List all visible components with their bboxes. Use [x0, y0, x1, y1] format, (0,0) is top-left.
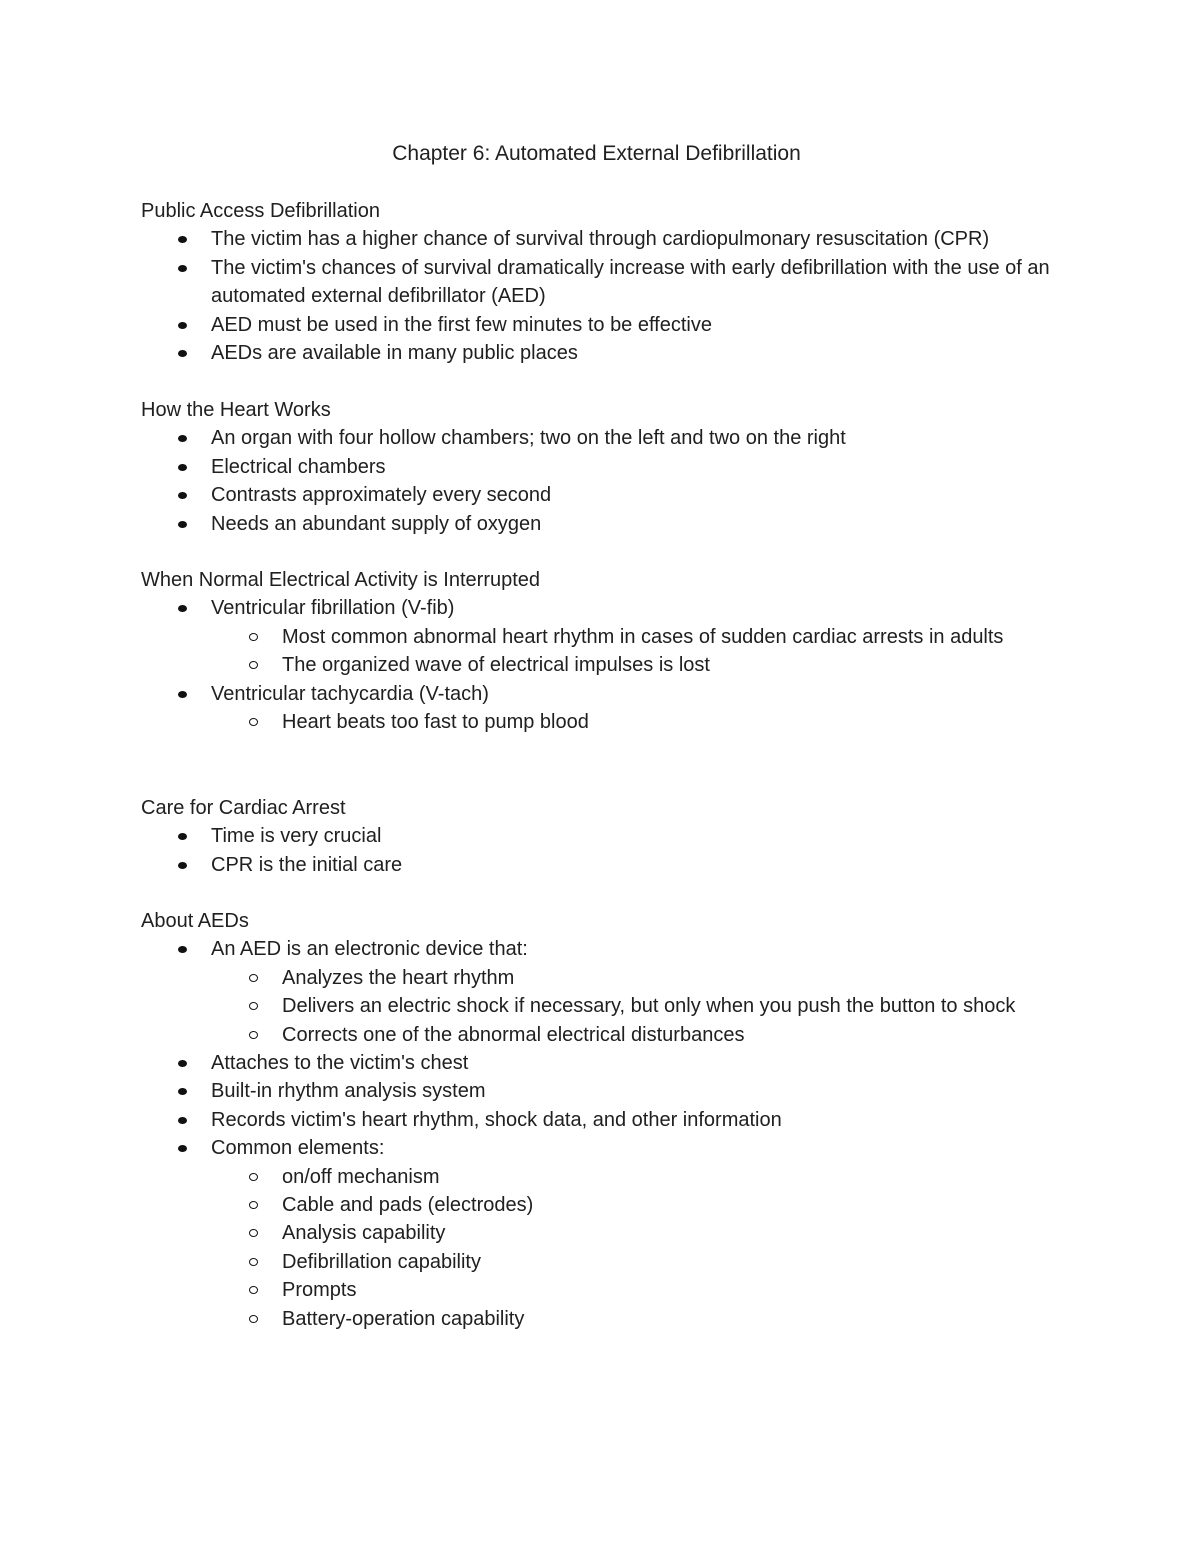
bullet-list	[141, 594, 1061, 736]
list-item: Electrical chambers	[141, 453, 1061, 481]
list-item: CPR is the initial care	[141, 851, 1061, 879]
sub-list-item: Cable and pads (electrodes)	[211, 1191, 1061, 1219]
sub-bullet-list	[281, 1163, 1061, 1333]
sub-list-item: Corrects one of the abnormal electrical disturbances	[211, 1021, 1061, 1049]
sub-list-item: Most common abnormal heart rhythm in cases of sudden cardiac arrests in adults	[211, 623, 1022, 651]
list-item: Built-in rhythm analysis system	[141, 1077, 1061, 1105]
sub-bullet-list	[281, 623, 1061, 680]
list-item: Ventricular fibrillation (V-fib) Most common abnormal heart rhythm in cases of sudden cardiac arrests in adults The organized wave of electrical impulses is lost	[141, 594, 1061, 679]
bullet-list	[141, 225, 1061, 367]
sub-list-item: Prompts	[211, 1276, 1061, 1304]
list-item: The victim's chances of survival dramatically increase with early defibrillation with the use of an automated external defibrillator (AED)	[141, 254, 1091, 311]
section-heading: When Normal Electrical Activity is Interrupted	[141, 569, 541, 591]
sub-bullet-list	[281, 708, 1061, 736]
list-item: Needs an abundant supply of oxygen	[141, 510, 1061, 538]
section-heading: How the Heart Works	[141, 399, 331, 421]
list-item: An organ with four hollow chambers; two on the left and two on the right	[141, 424, 1061, 452]
section-about-aeds	[141, 907, 1061, 1333]
sub-list-item: on/off mechanism	[211, 1163, 1061, 1191]
section-public-access-defibrillation	[141, 197, 1061, 367]
list-item: Ventricular tachycardia (V-tach) Heart beats too fast to pump blood	[141, 680, 1061, 737]
sub-list-item: Delivers an electric shock if necessary, but only when you push the button to shock	[211, 992, 1042, 1020]
sub-list-item: Defibrillation capability	[211, 1248, 1061, 1276]
sub-list-item: Analyzes the heart rhythm	[211, 964, 1061, 992]
sub-list-item: The organized wave of electrical impulses is lost	[211, 651, 1061, 679]
list-item: Attaches to the victim's chest	[141, 1049, 1061, 1077]
section-normal-electrical-activity-interrupted	[141, 566, 1061, 736]
section-how-the-heart-works	[141, 396, 1061, 538]
sub-list-item: Analysis capability	[211, 1219, 1061, 1247]
bullet-list	[141, 935, 1061, 1333]
page-title: Chapter 6: Automated External Defibrillation	[392, 142, 801, 165]
sub-list-item: Battery-operation capability	[211, 1305, 1061, 1333]
list-item: Common elements: on/off mechanism Cable and pads (electrodes) Analysis capability Defibrillation capability Prompts Battery-operation capability	[141, 1134, 1061, 1333]
section-heading: About AEDs	[141, 910, 249, 932]
list-item: AEDs are available in many public places	[141, 339, 1061, 367]
sub-bullet-list	[281, 964, 1061, 1049]
list-item: Records victim's heart rhythm, shock data, and other information	[141, 1106, 1061, 1134]
sub-list-item: Heart beats too fast to pump blood	[211, 708, 1061, 736]
section-heading: Public Access Defibrillation	[141, 200, 380, 222]
section-care-for-cardiac-arrest	[141, 794, 1061, 879]
list-item: Time is very crucial	[141, 822, 1061, 850]
list-item: Contrasts approximately every second	[141, 481, 1061, 509]
bullet-list	[141, 822, 1061, 879]
bullet-list	[141, 424, 1061, 538]
section-heading: Care for Cardiac Arrest	[141, 797, 346, 819]
list-item: AED must be used in the first few minutes to be effective	[141, 311, 1061, 339]
list-item: The victim has a higher chance of survival through cardiopulmonary resuscitation (CPR)	[141, 225, 1061, 253]
list-item: An AED is an electronic device that: Analyzes the heart rhythm Delivers an electric shock if necessary, but only when you push the button to shock Corrects one of the abnormal electrical disturbances	[141, 935, 1061, 1049]
